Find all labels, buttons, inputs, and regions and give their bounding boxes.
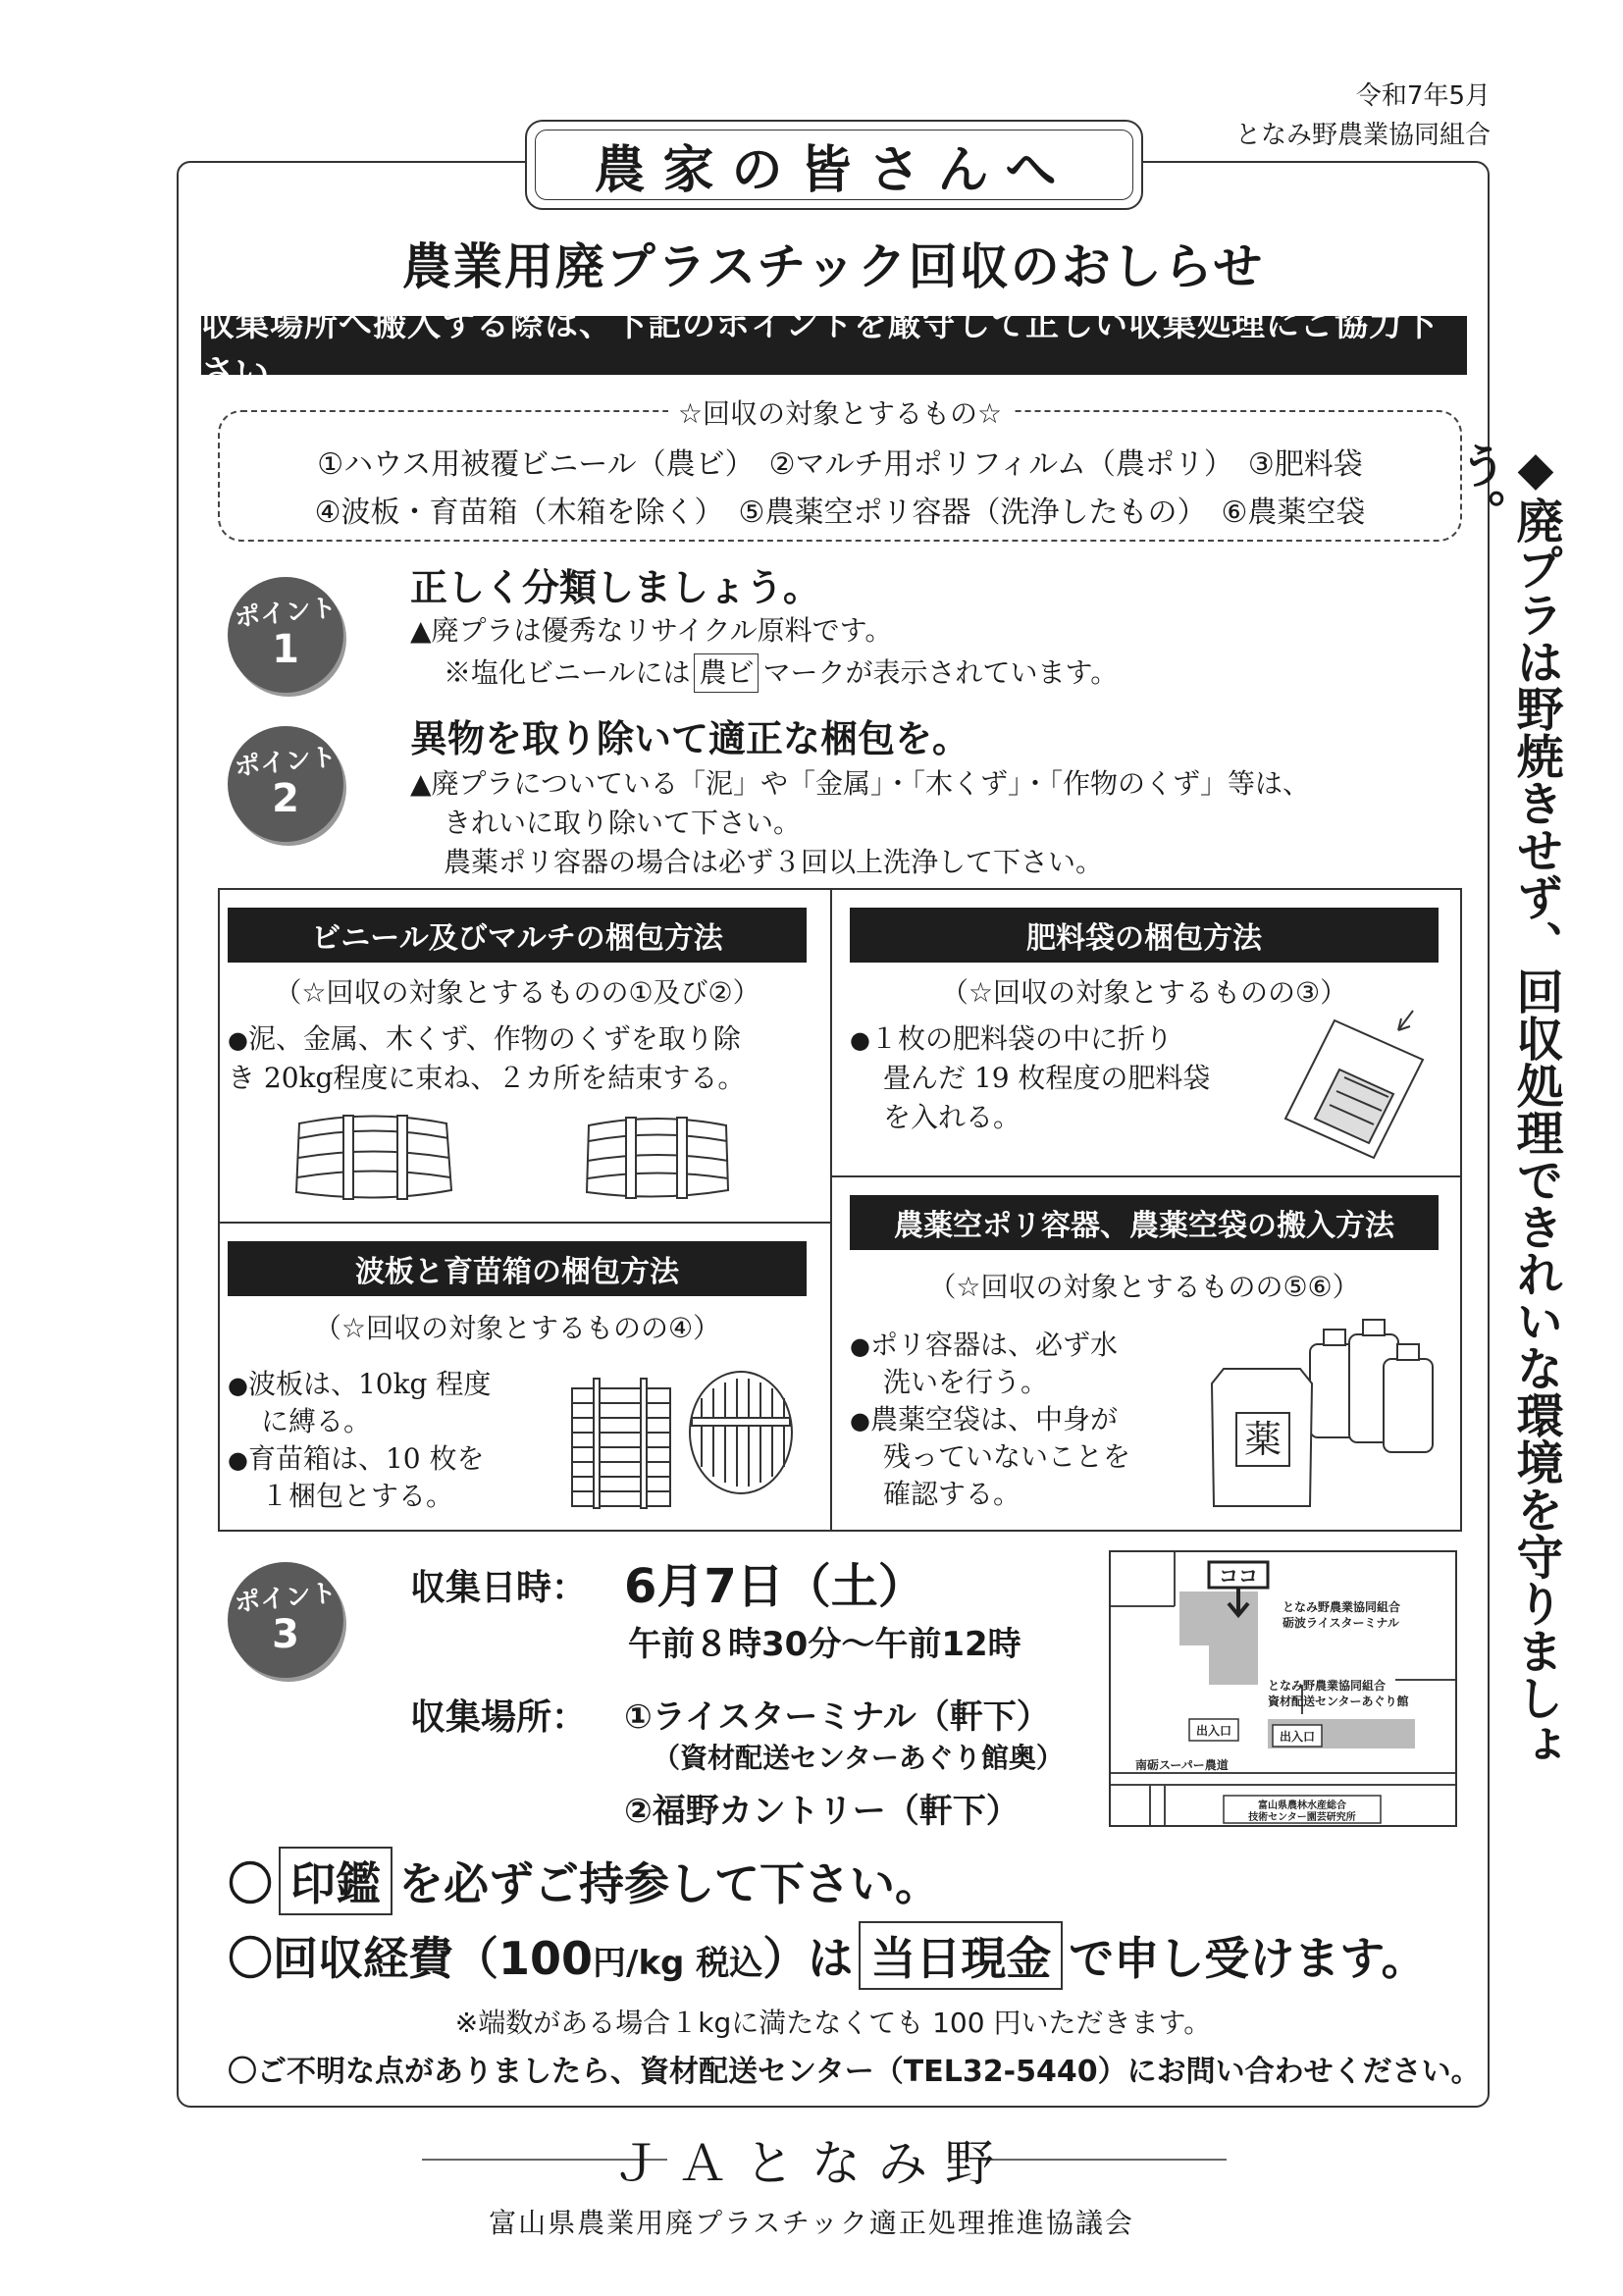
collection-place-label: 収集場所： — [410, 1697, 588, 1738]
collection-place-1: ①ライスターミナル（軒下） — [624, 1697, 1050, 1737]
corrugated-method-line-3: ●育苗箱は、10 枚を — [228, 1442, 485, 1475]
pesticide-container-illustration — [1202, 1305, 1447, 1516]
location-map — [1109, 1550, 1457, 1827]
point-1-line-1: ▲廃プラは優秀なリサイクル原料です。 — [410, 614, 893, 647]
pesticide-method-title: 農薬空ポリ容器、農薬空袋の搬入方法 — [850, 1195, 1439, 1250]
vinyl-bundle-illustration — [285, 1104, 775, 1212]
pesticide-method-line-1: ●ポリ容器は、必ず水 — [850, 1329, 1118, 1361]
corrugated-method-line-1: ●波板は、10kg 程度 — [228, 1368, 492, 1400]
corrugated-method-scope: （☆回収の対象とするものの④） — [313, 1312, 721, 1344]
targets-heading: ☆回収の対象とするもの☆ — [218, 392, 1462, 432]
map-label-center-2: 資材配送センターあぐり館 — [1268, 1695, 1409, 1708]
fee-rounding-note: ※端数がある場合１kgに満たなくても 100 円いただきます。 — [454, 2007, 1212, 2039]
point-3-badge: ポイント 3 — [228, 1562, 343, 1678]
pesticide-method-line-5: 確認する。 — [883, 1478, 1021, 1510]
point-2-line-2: きれいに取り除いて下さい。 — [444, 807, 802, 839]
map-label-terminal-2: 砺波ライスターミナル — [1283, 1616, 1399, 1630]
notice-title: 農業用廃プラスチック回収のおしらせ — [401, 238, 1265, 295]
corrugated-method-line-4: １梱包とする。 — [261, 1480, 454, 1512]
pesticide-method-scope: （☆回収の対象とするものの⑤⑥） — [928, 1271, 1360, 1303]
point-2-line-3: 農薬ポリ容器の場合は必ず３回以上洗浄して下さい。 — [444, 846, 1104, 878]
pesticide-method-line-2: 洗いを行う。 — [883, 1366, 1049, 1398]
fertilizer-method-line-3: を入れる。 — [883, 1101, 1021, 1133]
collection-date: 6月7日（土） — [624, 1559, 925, 1614]
map-marker-label: ココ — [1219, 1564, 1258, 1588]
header-tab-text: 農家の皆さんへ — [594, 140, 1074, 200]
corrugated-method-title: 波板と育苗箱の梱包方法 — [228, 1241, 807, 1296]
map-road-label: 南砺スーパー農道 — [1135, 1758, 1229, 1772]
vinyl-method-title: ビニール及びマルチの梱包方法 — [228, 908, 807, 963]
cash-boxed-label: 当日現金 — [859, 1921, 1063, 1990]
issuer-block — [1235, 77, 1491, 155]
map-entrance-2: 出入口 — [1279, 1730, 1316, 1744]
seal-boxed-label: 印鑑 — [279, 1847, 393, 1915]
nobi-mark-label: 農ビ — [694, 653, 759, 693]
point-1-line-2: ※塩化ビニールには 農ビ マークが表示されています。 — [444, 653, 1118, 693]
fertilizer-method-scope: （☆回収の対象とするものの③） — [940, 976, 1348, 1009]
fertilizer-bag-illustration — [1276, 1001, 1442, 1168]
targets-line-2: ④波板・育苗箱（木箱を除く） ⑤農薬空ポリ容器（洗浄したもの） ⑥農薬空袋 — [314, 496, 1366, 530]
bring-seal-notice: 〇 印鑑 を必ずご持参して下さい。 — [228, 1847, 940, 1915]
collection-date-label: 収集日時： — [410, 1568, 588, 1608]
collection-place-2: ②福野カントリー（軒下） — [624, 1792, 1020, 1831]
fertilizer-method-line-1: ●１枚の肥料袋の中に折り — [850, 1022, 1173, 1055]
collection-time: 午前８時30分～午前12時 — [628, 1625, 1021, 1664]
point-2-line-1: ▲廃プラについている「泥」や「金属」・「木くず」・「作物のくず」等は、 — [410, 767, 1310, 800]
targets-line-1: ①ハウス用被覆ビニール（農ビ） ②マルチ用ポリフィルム（農ポリ） ③肥料袋 — [317, 447, 1363, 482]
issue-date: 令和7年5月 — [1355, 81, 1491, 111]
pesticide-method-line-4: 残っていないことを — [883, 1440, 1131, 1473]
map-institute-1: 富山県農林水産総合 — [1258, 1800, 1346, 1811]
inquiry-notice: 〇ご不明な点がありましたら、資材配送センター（TEL32-5440）にお問い合わせください。 — [228, 2055, 1481, 2089]
map-institute-2: 技術センター園芸研究所 — [1248, 1812, 1356, 1823]
corrugated-bundle-illustration — [564, 1359, 810, 1516]
side-slogan: ◆廃プラは野焼きせず、回収処理できれいな環境を守りましょう。 — [1451, 442, 1563, 1768]
pesticide-bag-label: 薬 — [1243, 1418, 1283, 1461]
issuer-name: となみ野農業協同組合 — [1234, 121, 1491, 150]
fertilizer-method-title: 肥料袋の梱包方法 — [850, 908, 1439, 963]
pesticide-method-line-3: ●農薬空袋は、中身が — [850, 1403, 1118, 1435]
vinyl-method-line-2: き 20kg程度に束ね、２カ所を結束する。 — [228, 1062, 746, 1094]
vinyl-method-line-1: ●泥、金属、木くず、作物のくずを取り除 — [228, 1022, 741, 1055]
point-1-badge: ポイント 1 — [228, 577, 343, 693]
map-label-center-1: となみ野農業協同組合 — [1268, 1679, 1387, 1693]
point-1-heading: 正しく分類しましょう。 — [410, 566, 821, 609]
footer-council-name: 富山県農業用廃プラスチック適正処理推進協議会 — [489, 2207, 1134, 2239]
fertilizer-method-line-2: 畳んだ 19 枚程度の肥料袋 — [883, 1062, 1211, 1094]
fee-notice: 〇回収経費（100円/kg 税込）は 当日現金 で申し受けます。 — [228, 1921, 1427, 1990]
map-label-terminal-1: となみ野農業協同組合 — [1283, 1600, 1401, 1614]
map-entrance-1: 出入口 — [1195, 1724, 1232, 1738]
footer-org-name: ＪＡとなみ野 — [611, 2135, 1012, 2192]
point-2-heading: 異物を取り除いて適正な梱包を。 — [410, 717, 970, 760]
point-2-badge: ポイント 2 — [228, 726, 343, 842]
collection-place-1-sub: （資材配送センターあぐり館奥） — [653, 1742, 1064, 1774]
header-tab — [525, 120, 1143, 210]
corrugated-method-line-2: に縛る。 — [261, 1405, 372, 1437]
instruction-banner: 収集場所へ搬入する際は、下記のポイントを厳守して正しい収集処理にご協力下さい — [201, 316, 1467, 375]
vinyl-method-scope: （☆回収の対象とするものの①及び②） — [274, 976, 760, 1009]
